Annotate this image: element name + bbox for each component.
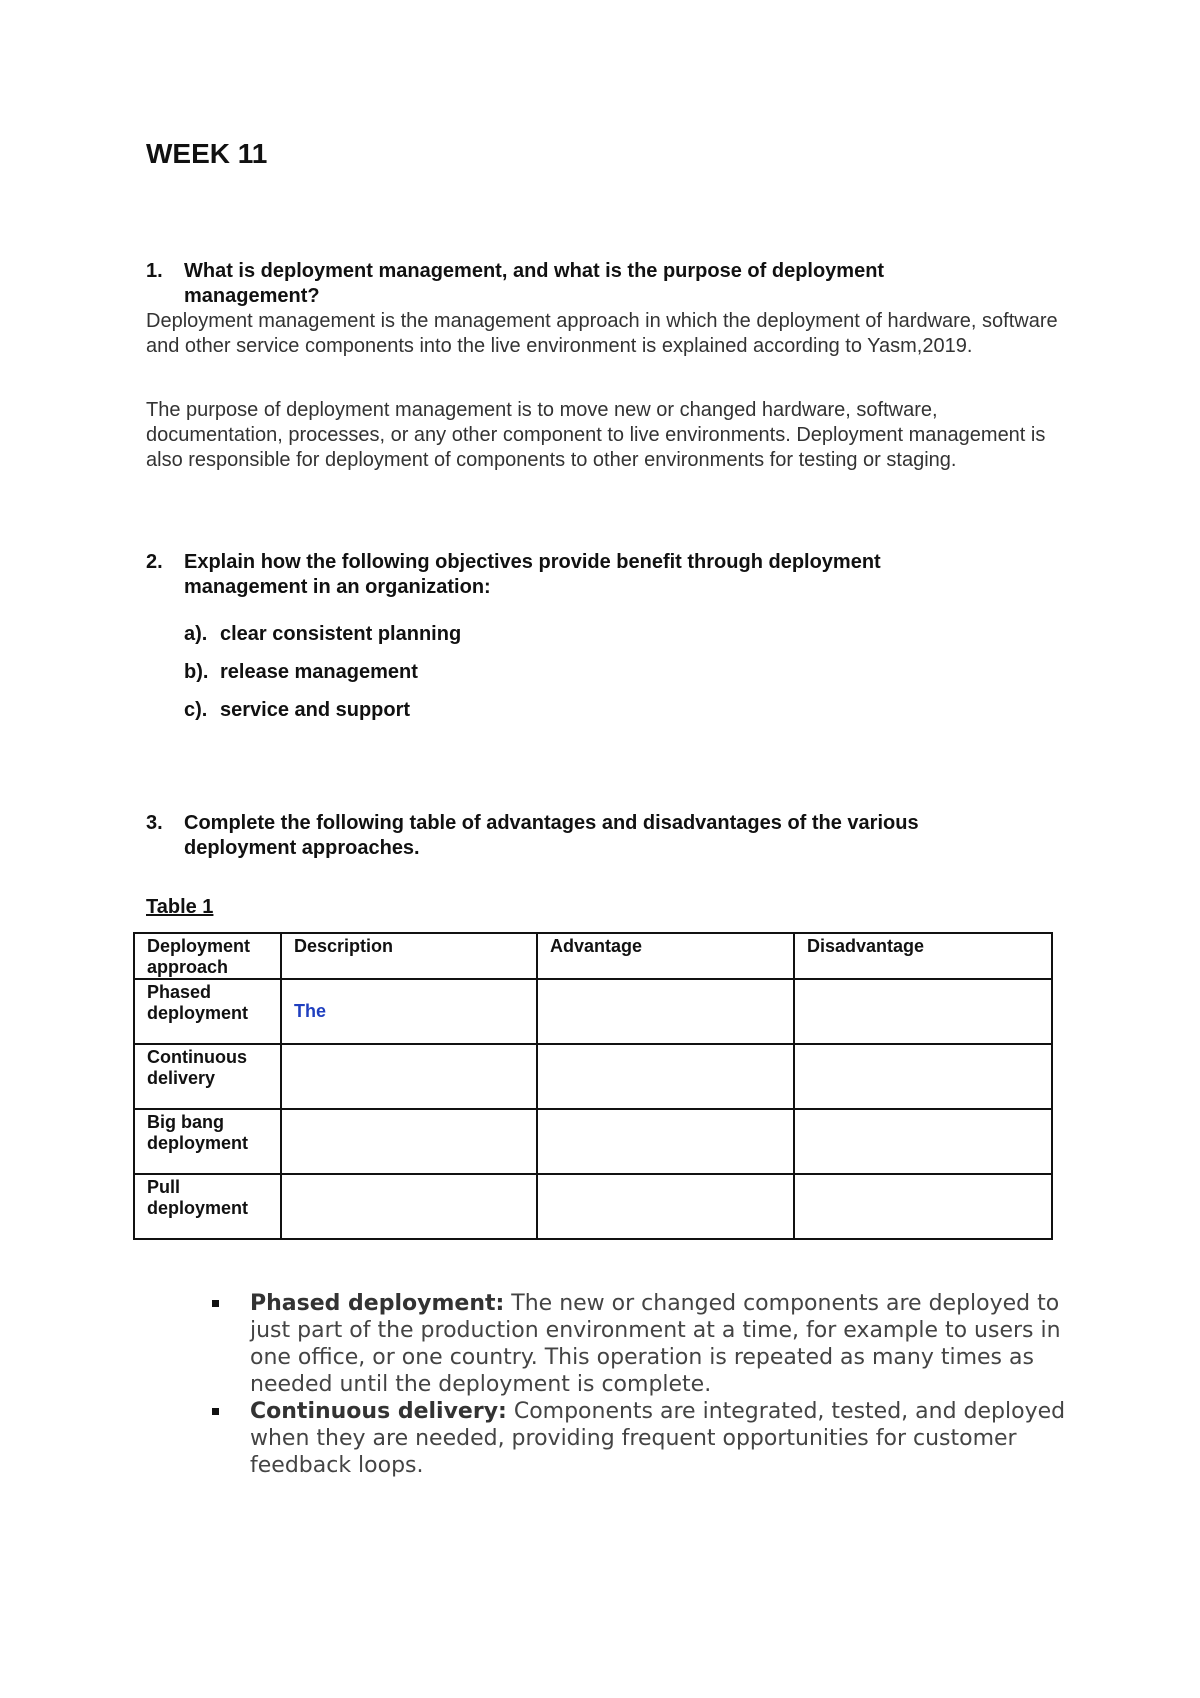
header-description: Description: [281, 933, 537, 979]
table-row: [134, 1109, 1052, 1174]
objective-text: clear consistent planning: [220, 623, 462, 645]
cell-description[interactable]: [281, 1109, 537, 1174]
objective-letter: b).: [184, 661, 209, 683]
cell-disadvantage[interactable]: [794, 1109, 1052, 1174]
objective-letter: c).: [184, 699, 208, 721]
question-1-number: 1.: [146, 260, 163, 282]
cell-disadvantage[interactable]: [794, 1044, 1052, 1109]
objective-letter: a).: [184, 623, 208, 645]
cell-approach: Continuous delivery: [134, 1044, 281, 1109]
cell-approach: Big bang deployment: [134, 1109, 281, 1174]
question-3-line-1: Complete the following table of advantages and disadvantages of the various: [184, 812, 919, 834]
cell-advantage[interactable]: [537, 1174, 794, 1239]
table-row: [134, 1174, 1052, 1239]
header-advantage: Advantage: [537, 933, 794, 979]
cell-description[interactable]: [281, 1044, 537, 1109]
question-1-line-2: management?: [184, 285, 320, 307]
cell-advantage[interactable]: [537, 979, 794, 1044]
objective-item: [184, 623, 461, 646]
question-3-text: [184, 811, 1064, 861]
objective-text: service and support: [220, 699, 411, 721]
cell-description[interactable]: [281, 1174, 537, 1239]
definition-term: Phased deployment:: [250, 1291, 505, 1316]
cell-description-text: The: [294, 1001, 327, 1021]
square-bullet-icon: [212, 1300, 219, 1307]
cell-disadvantage[interactable]: [794, 979, 1052, 1044]
question-2-text: [184, 550, 1064, 600]
cell-advantage[interactable]: [537, 1109, 794, 1174]
list-item: [212, 1398, 1092, 1479]
table-caption: Table 1: [146, 896, 214, 918]
definition-term: Continuous delivery:: [250, 1399, 507, 1424]
cell-disadvantage[interactable]: [794, 1174, 1052, 1239]
header-disadvantage: Disadvantage: [794, 933, 1052, 979]
question-3-number: 3.: [146, 812, 163, 834]
definition-text: Components are integrated, tested, and deployed when they are needed, providing frequent opportunities for customer feedback loops.: [250, 1399, 1066, 1478]
question-2-number: 2.: [146, 551, 163, 573]
approach-definitions-list: [212, 1290, 1092, 1479]
square-bullet-icon: [212, 1408, 219, 1415]
question-2-line-2: management in an organization:: [184, 576, 491, 598]
deployment-approaches-table: [133, 932, 1053, 1240]
question-2-line-1: Explain how the following objectives provide benefit through deployment: [184, 551, 881, 573]
list-item: [212, 1290, 1092, 1398]
cell-advantage[interactable]: [537, 1044, 794, 1109]
question-1-answer-paragraph-2: The purpose of deployment management is to move new or changed hardware, software, documentation, processes, or any other component to live environments. Deployment management is also responsible for deployment of components to other environments for testing or staging.: [146, 399, 1046, 471]
cell-description[interactable]: [281, 979, 537, 1044]
page-title: WEEK 11: [146, 138, 268, 169]
question-1-line-1: What is deployment management, and what is the purpose of deployment: [184, 260, 885, 282]
question-3-line-2: deployment approaches.: [184, 837, 420, 859]
table-header-row: [134, 933, 1052, 979]
cell-approach: Phased deployment: [134, 979, 281, 1044]
definition-text: The new or changed components are deployed to just part of the production environment at a time, for example to users in one office, or one country. This operation is repeated as many times as needed until the deployment is complete.: [250, 1291, 1061, 1397]
cell-approach: Pull deployment: [134, 1174, 281, 1239]
objective-item: [184, 699, 410, 722]
header-deployment-approach: Deployment approach: [134, 933, 281, 979]
table-row: [134, 1044, 1052, 1109]
question-1-text: [184, 259, 1064, 309]
question-1-answer-paragraph-1: Deployment management is the management approach in which the deployment of hardware, software and other service components into the live environment is explained according to Yasm,2019.: [146, 310, 1058, 357]
objective-item: [184, 661, 418, 684]
objective-text: release management: [220, 661, 418, 683]
table-row: [134, 979, 1052, 1044]
